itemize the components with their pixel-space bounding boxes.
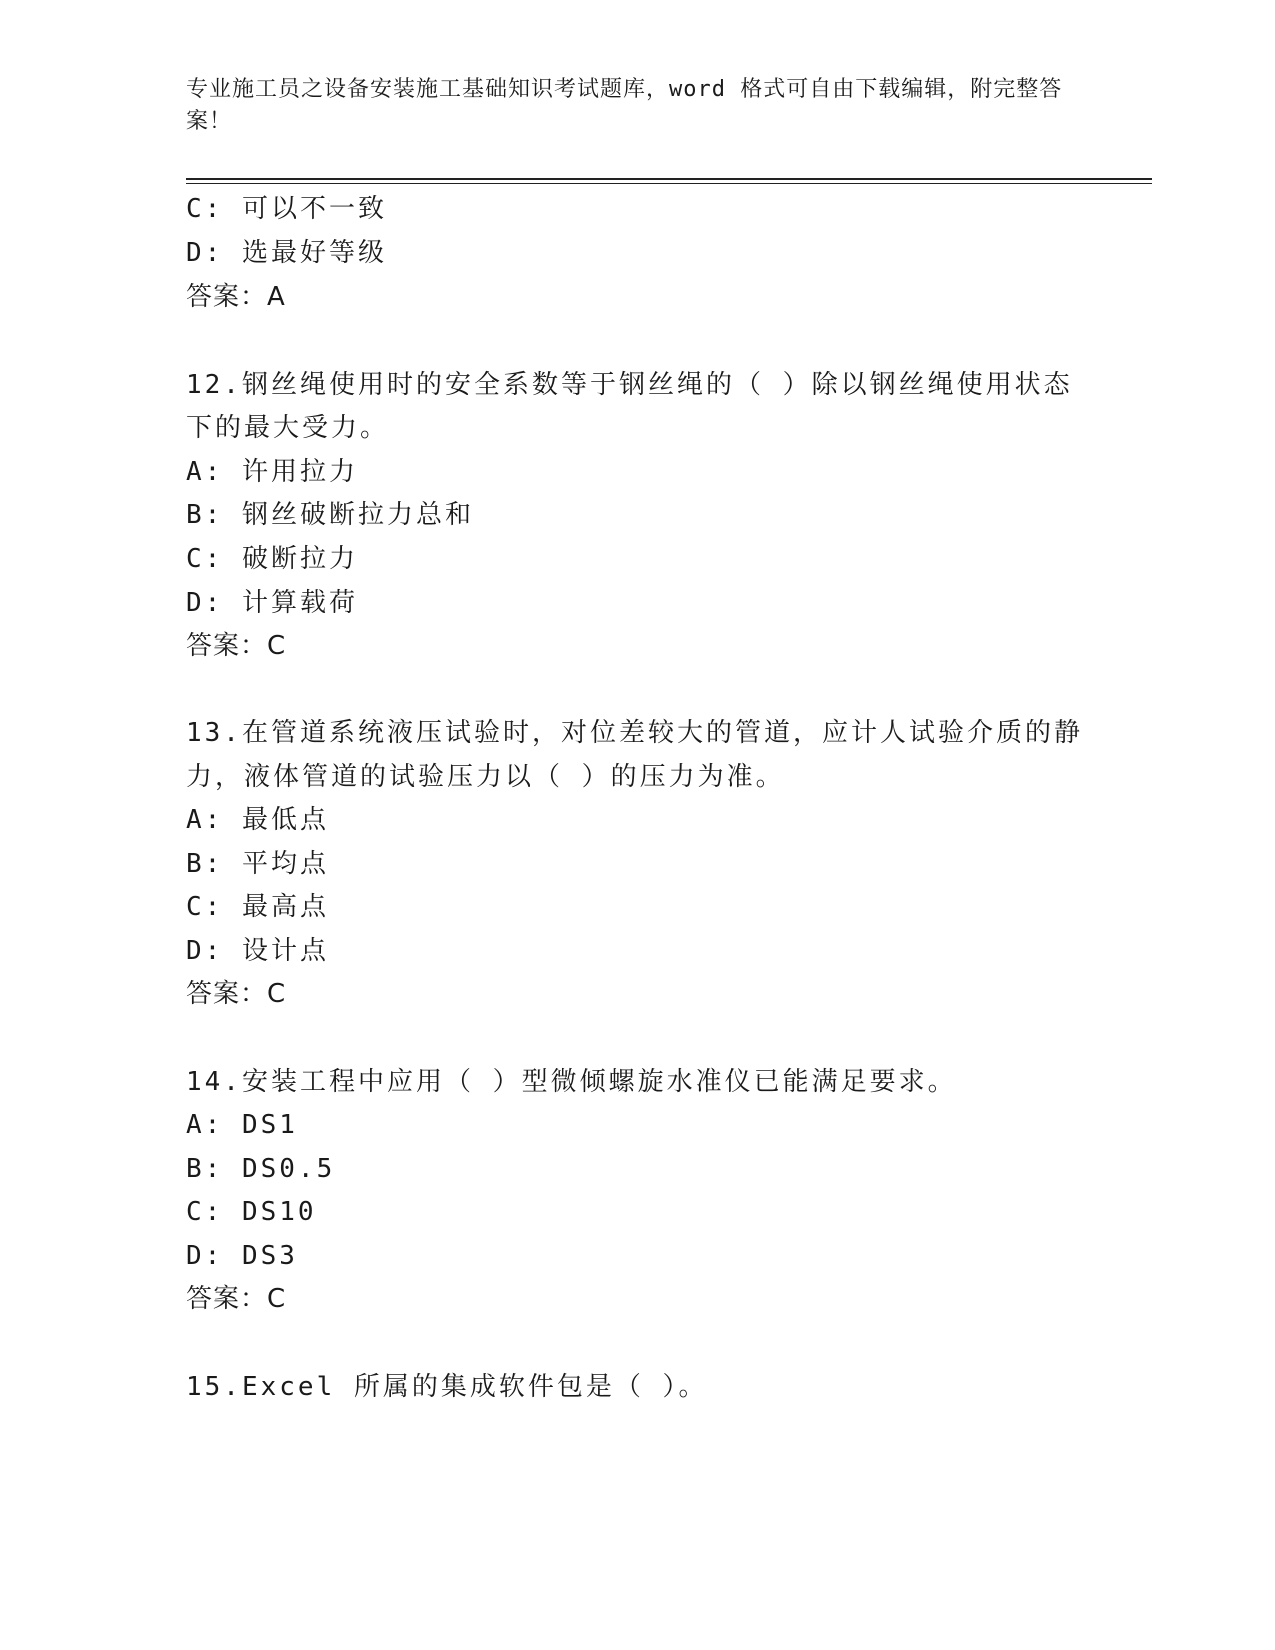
question-14-option-a: A: DS1 — [186, 1110, 298, 1140]
question-13-stem-line-2: 力，液体管道的试验压力以（ ）的压力为准。 — [186, 762, 785, 792]
header-divider-thick — [186, 178, 1152, 180]
question-13-option-d: D: 设计点 — [186, 936, 329, 966]
question-13-option-a: A: 最低点 — [186, 805, 329, 835]
question-14-answer: 答案：C — [186, 1284, 287, 1314]
question-12-option-b: B: 钢丝破断拉力总和 — [186, 500, 474, 530]
question-12-option-a: A: 许用拉力 — [186, 457, 358, 487]
question-12-stem-line-2: 下的最大受力。 — [186, 413, 390, 443]
question-13-stem-line-1: 13.在管道系统液压试验时，对位差较大的管道，应计人试验介质的静 — [186, 718, 1083, 748]
option-d: D: 选最好等级 — [186, 238, 387, 268]
question-12-option-d: D: 计算载荷 — [186, 588, 358, 618]
question-12-option-c: C: 破断拉力 — [186, 544, 358, 574]
question-14-option-c: C: DS10 — [186, 1197, 317, 1227]
question-14-option-d: D: DS3 — [186, 1241, 298, 1271]
option-c: C: 可以不一致 — [186, 194, 387, 224]
question-13-answer: 答案：C — [186, 979, 287, 1009]
question-13-option-c: C: 最高点 — [186, 892, 329, 922]
question-13-option-b: B: 平均点 — [186, 849, 329, 879]
question-14-option-b: B: DS0.5 — [186, 1154, 336, 1184]
question-14-stem-line-1: 14.安装工程中应用（ ）型微倾螺旋水准仪已能满足要求。 — [186, 1067, 957, 1097]
question-12-stem-line-1: 12.钢丝绳使用时的安全系数等于钢丝绳的（ ）除以钢丝绳使用状态 — [186, 370, 1073, 400]
question-12-answer: 答案：C — [186, 631, 287, 661]
header-divider-thin — [186, 183, 1152, 184]
question-15-stem-line-1: 15.Excel 所属的集成软件包是（ ）。 — [186, 1372, 708, 1402]
answer-line: 答案：A — [186, 282, 286, 312]
document-header: 专业施工员之设备安装施工基础知识考试题库，word 格式可自由下载编辑，附完整答案！ — [186, 77, 1063, 134]
